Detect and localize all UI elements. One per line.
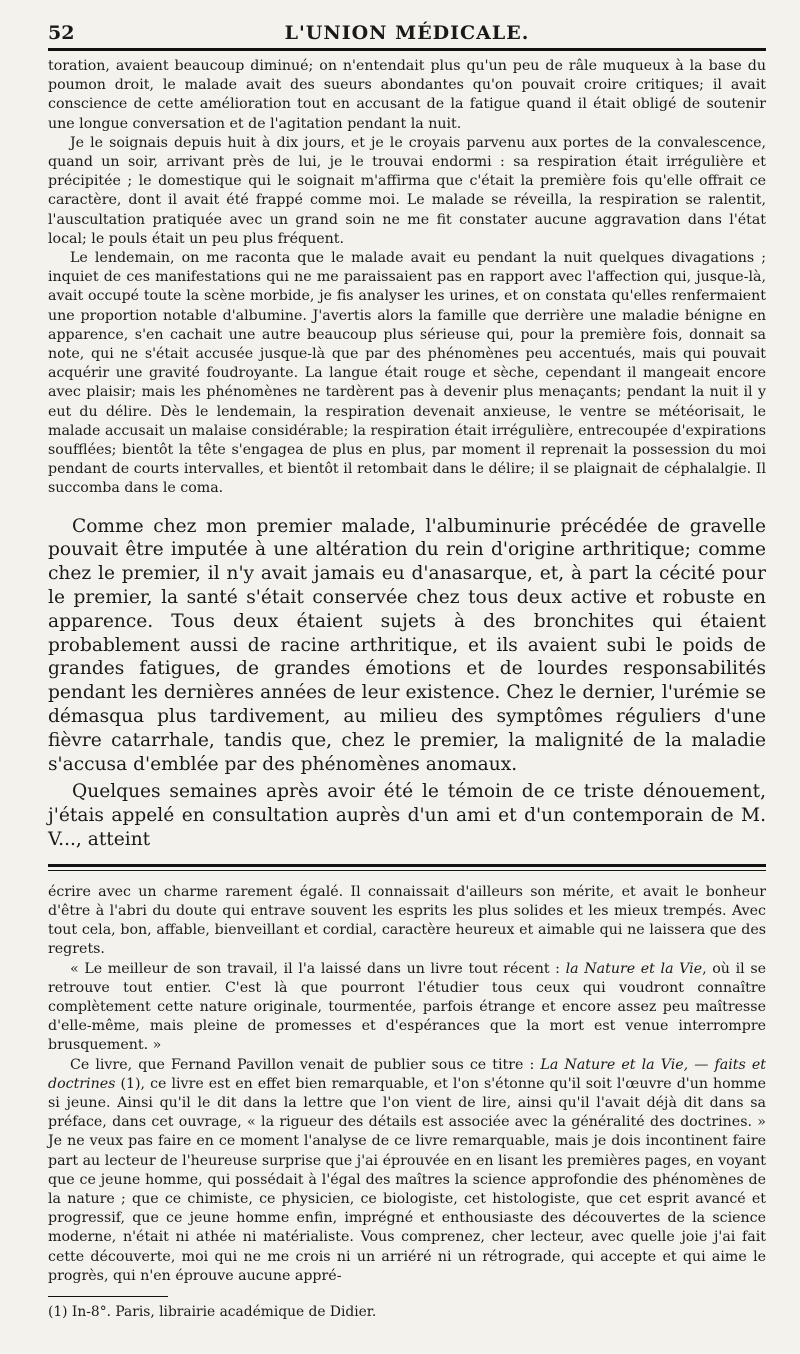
paragraph: « Le meilleur de son travail, il l'a laissé dans un livre tout récent : la Nature et la Vie, où il se retrouve tout entier. C'est là que pourront l'étudier tous ceux qui voudront connaître complètement cette nature originale, tourmentée, parfois étrange et encore assez peu maîtresse d'elle-même, mais pleine de promesses et d'espérances que la mort est venue interrompre brusquement. » <box>48 960 766 1054</box>
book-title: La Nature et la Vie, — faits et doctrines <box>48 1056 766 1092</box>
page-header <box>48 18 766 48</box>
book-title: la Nature et la Vie <box>565 960 703 977</box>
header-rule <box>48 48 766 51</box>
footnote-rule <box>48 1296 168 1297</box>
paragraph: Comme chez mon premier malade, l'albuminurie précédée de gravelle pouvait être imputée à une altération du rein d'origine arthritique; comme chez le premier, il n'y avait jamais eu d'anasarque, et, à part la cécité pour le premier, la santé s'était conservée chez tous deux active et robuste en apparence. Tous deux étaient sujets à des bronchites qui étaient probablement aussi de racine arthritique, et ils avaient subi le poids de grandes fatigues, de grandes émotions et de lourdes responsabilités pendant les dernières années de leur existence. Chez le dernier, l'urémie se démasqua plus tardivement, au milieu des symptômes réguliers d'une fièvre catarrhale, tandis que, chez le premier, la malignité de la maladie s'accusa d'emblée par des phénomènes anomaux. <box>48 515 766 775</box>
paragraph: Quelques semaines après avoir été le témoin de ce triste dénouement, j'étais appelé en consultation auprès d'un ami et d'un contemporain de M. V..., atteint <box>48 781 766 851</box>
paragraph: Ce livre, que Fernand Pavillon venait de publier sous ce titre : La Nature et la Vie, — faits et doctrines (1), ce livre est en effet bien remarquable, et l'on s'étonne qu'il soit l'œuvre d'un homme si jeune. Ainsi qu'il le dit dans la lettre que l'on vient de lire, ainsi qu'il l'avait déjà dit dans sa préface, dans cet ouvrage, « la rigueur des détails est associée avec la généralité des doctrines. » Je ne veux pas faire en ce moment l'analyse de ce livre remarquable, mais je dois incontinent faire part au lecteur de l'heureuse surprise que j'ai éprouvée en en lisant les premières pages, en voyant que ce jeune homme, qui possédait à l'égal des maîtres la science approfondie des phénomènes de la nature ; que ce chimiste, ce physicien, ce biologiste, cet histologiste, que cet esprit avancé et progressif, que ce jeune homme enfin, imprégné et enthousiaste des découvertes de la science moderne, n'était ni athée ni matérialiste. Vous comprenez, cher lecteur, avec quelle joie j'ai fait cette découverte, moi qui ne me crois ni un arriéré ni un rétrograde, qui accepte et qui aime le progrès, qui n'en éprouve aucune appré- <box>48 1056 766 1284</box>
footnote: (1) In-8°. Paris, librairie académique de Didier. <box>48 1304 377 1321</box>
section-divider <box>48 864 766 871</box>
paragraph: écrire avec un charme rarement égalé. Il connaissait d'ailleurs son mérite, et avait le bonheur d'être à l'abri du doute qui entrave souvent les esprits les plus solides et les mieux trempés. Avec tout cela, bon, affable, bienveillant et cordial, caractère heureux et aimable qui ne laissera que des regrets. <box>48 883 766 958</box>
top-text-block <box>48 57 766 499</box>
page-number: 52 <box>48 22 75 44</box>
bottom-text-block <box>48 883 766 1286</box>
paragraph: Le lendemain, on me raconta que le malade avait eu pendant la nuit quelques divagations ; inquiet de ces manifestations qui ne me paraissaient pas en rapport avec l'affection qui, jusque-là, avait occupé toute la scène morbide, je fis analyser les urines, et on constata qu'elles renfermaient une proportion notable d'albumine. J'avertis alors la famille que derrière une maladie bénigne en apparence, s'en cachait une autre beaucoup plus sérieuse qui, pour la première fois, donnait sa note, qui ne s'était accusée jusque-là que par des phénomènes peu accentués, mais qui pouvait acquérir une gravité foudroyante. La langue était rouge et sèche, cependant il mangeait encore avec plaisir; mais les phénomènes ne tardèrent pas à devenir plus menaçants; pendant la nuit il y eut du délire. Dès le lendemain, la respiration devenait anxieuse, le ventre se météorisait, le malade accusait un malaise considérable; la respiration était irrégulière, entrecoupée d'expirations soufflées; bientôt la tête s'engagea de plus en plus, par moment il reprenait la possession du moi pendant de courts intervalles, et bientôt il retombait dans le délire; il se plaignait de céphalalgie. Il succomba dans le coma. <box>48 250 766 497</box>
running-title: L'UNION MÉDICALE. <box>284 22 530 44</box>
paragraph: toration, avaient beaucoup diminué; on n'entendait plus qu'un peu de râle muqueux à la base du poumon droit, le malade avait des sueurs abondantes qu'on pouvait croire critiques; il avait conscience de cette amélioration tout en accusant de la fatigue quand il était obligé de soutenir une longue conversation et de l'agitation pendant la nuit. <box>48 58 766 132</box>
middle-text-block <box>48 515 766 852</box>
paragraph: Je le soignais depuis huit à dix jours, et je le croyais parvenu aux portes de la convalescence, quand un soir, arrivant près de lui, je le trouvai endormi : sa respiration était irrégulière et précipitée ; le domestique qui le soignait m'affirma que c'était la première fois qu'elle offrait ce caractère, dont il avait été frappé comme moi. Le malade se réveilla, la respiration se ralentit, l'auscultation pratiquée avec un grand soin ne me fit constater aucune aggravation dans l'état local; le pouls était un peu plus fréquent. <box>48 134 766 247</box>
